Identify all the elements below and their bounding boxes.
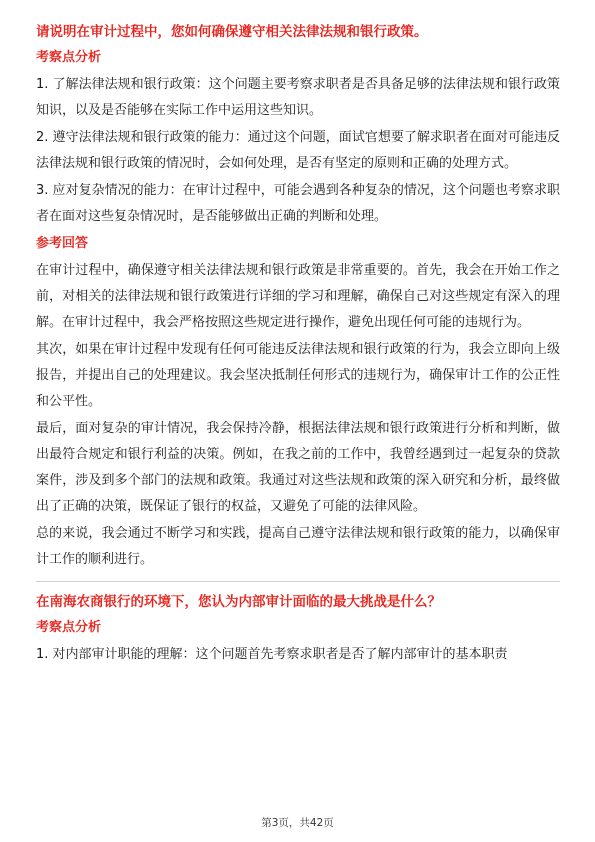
analysis-item: 3. 应对复杂情况的能力：在审计过程中，可能会遇到各种复杂的情况，这个问题也考察求职者在面对这些复杂情况时，是否能够做出正确的判断和处理。 [36, 183, 560, 224]
question-heading: 在南海农商银行的环境下，您认为内部审计面临的最大挑战是什么？ [36, 594, 441, 610]
analysis-item: 2. 遵守法律法规和银行政策的能力：通过这个问题，面试官想要了解求职者在面对可能违反法律法规和银行政策的情况时，会如何处理，是否有坚定的原则和正确的处理方式。 [36, 130, 560, 171]
answer-paragraph: 在审计过程中，确保遵守相关法律法规和银行政策是非常重要的。首先，我会在开始工作之前，对相关的法律法规和银行政策进行详细的学习和理解，确保自己对这些规定有深入的理解。在审计过程中，我会严格按照这些规定进行操作，避免出现任何可能的违规行为。 [36, 263, 560, 330]
analysis-section-title: 考察点分析 [36, 620, 102, 635]
answer-paragraph: 总的来说，我会通过不断学习和实践，提高自己遵守法律法规和银行政策的能力，以确保审计工作的顺利进行。 [36, 526, 560, 567]
answer-paragraph: 其次，如果在审计过程中发现有任何可能违反法律法规和银行政策的行为，我会立即向上级报告，并提出自己的处理建议。我会坚决抵制任何形式的违规行为，确保审计工作的公正性和公平性。 [36, 342, 560, 409]
document-page [36, 22, 560, 669]
section-divider [36, 581, 560, 582]
answer-paragraph: 最后，面对复杂的审计情况，我会保持冷静，根据法律法规和银行政策进行分析和判断，做出最符合规定和银行利益的决策。例如，在我之前的工作中，我曾经遇到过一起复杂的贷款案件，涉及到多个部门的法规和政策。我通过对这些法规和政策的深入研究和分析，最终做出了正确的决策，既保证了银行的权益，又避免了可能的法律风险。 [36, 421, 560, 514]
question-heading: 请说明在审计过程中，您如何确保遵守相关法律法规和银行政策。 [36, 24, 428, 40]
analysis-item: 1. 对内部审计职能的理解：这个问题首先考察求职者是否了解内部审计的基本职责 [36, 647, 508, 662]
analysis-item: 1. 了解法律法规和银行政策：这个问题主要考察求职者是否具备足够的法律法规和银行政策知识，以及是否能够在实际工作中运用这些知识。 [36, 77, 560, 118]
page-number-footer: 第3页，共42页 [261, 817, 334, 829]
analysis-section-title: 考察点分析 [36, 50, 102, 65]
answer-section-title: 参考回答 [36, 236, 89, 251]
